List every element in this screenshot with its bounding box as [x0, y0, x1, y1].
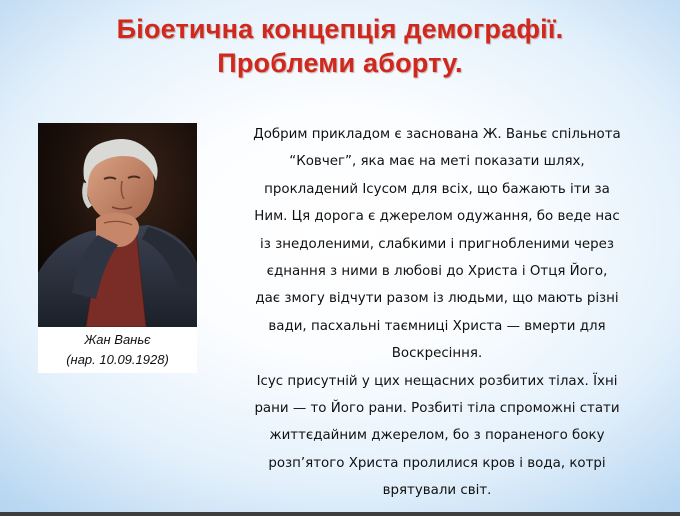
portrait-caption-name: Жан Ваньє: [84, 332, 151, 347]
portrait-caption-dates: (нар. 10.09.1928): [66, 352, 169, 367]
body-line: Ісус присутній у цих нещасних розбитих тілах. Їхні: [256, 373, 618, 389]
slide-title: [0, 12, 680, 80]
body-line: Воскресіння.: [391, 346, 483, 362]
body-text: [214, 121, 660, 505]
body-line: рани — то Його рани. Розбиті тіла спроможні стати: [254, 401, 620, 417]
body-line: життєдайним джерелом, бо з пораненого боку: [269, 428, 605, 444]
body-line: вади, пасхальні таємниці Христа — вмерти для: [268, 318, 606, 334]
slide-title-line-1: Біоетична концепція демографії.: [116, 14, 564, 44]
body-line: із знедоленими, слабкими і пригнобленими через: [260, 236, 614, 252]
body-line: дає змогу відчути разом із людьми, що мають різні: [255, 291, 619, 307]
body-line: Добрим прикладом є заснована Ж. Ваньє спільнота: [253, 127, 621, 142]
body-line: єднання з ними в любові до Христа і Отця Його,: [266, 264, 608, 280]
portrait-card: [38, 123, 197, 373]
body-line: розп’ятого Христа пролилися кров і вода, котрі: [268, 455, 606, 471]
portrait-photo: [38, 123, 197, 327]
body-line: Ним. Ця дорога є джерелом одужання, бо веде нас: [254, 209, 620, 225]
bottom-bar: [0, 512, 680, 516]
body-line: прокладений Ісусом для всіх, що бажають іти за: [264, 181, 610, 197]
slide-title-line-2: Проблеми аборту.: [217, 48, 463, 78]
portrait-caption: [38, 330, 197, 370]
body-line: “Ковчег”, яка має на меті показати шлях,: [289, 154, 585, 170]
portrait-illustration: [38, 123, 197, 327]
body-line: врятували світ.: [382, 483, 492, 499]
